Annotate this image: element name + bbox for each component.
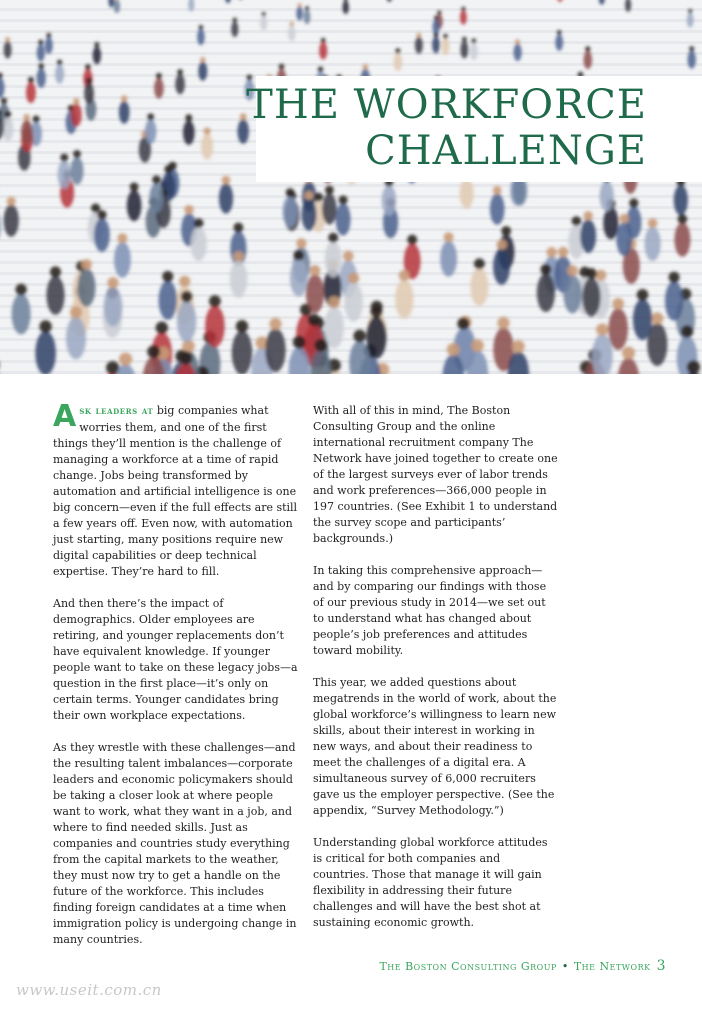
crowd-figure-head [39,320,51,332]
crowd-figure-body [231,21,238,37]
crowd-figure-head [417,33,422,38]
crowd-figure-head [688,9,692,13]
crowd-figure-head [179,276,190,287]
right-paragraph-2: In taking this comprehensive approach—and by comparing our findings with those of our previous study in 2014—we set out to understand what has changed about people’s job preferences and attitudes toward mobility. [313,564,547,657]
crowd-figure-body [366,316,386,359]
crowd-figure-head [200,57,205,62]
crowd-figure-head [407,235,417,245]
crowd-figure-body [493,248,510,285]
crowd-figure-head [73,150,81,158]
crowd-figure-body [302,199,317,231]
crowd-figure-body [470,43,478,60]
crowd-figure-body [114,0,120,13]
crowd-figure-body [296,6,303,20]
crowd-figure-body [608,308,628,350]
crowd-figure-head [46,33,51,38]
crowd-figure-head [121,95,127,101]
crowd-figure-head [4,111,11,118]
crowd-figure-body [433,19,440,34]
crowd-figure-head [651,312,663,324]
crowd-figure-head [678,214,688,224]
crowd-figure-body [625,0,631,12]
drop-cap: A [53,399,77,434]
crowd-figure-body [219,183,233,213]
crowd-figure-head [23,114,30,121]
crowd-figure-body [432,36,440,53]
crowd-figure-body [21,120,32,145]
crowd-figure-body [108,0,114,8]
crowd-figure-body [618,358,640,374]
crowd-figure-head [547,247,557,257]
crowd-figure-body [188,0,194,12]
crowd-figure-body [442,38,450,55]
crowd-figure-body [191,227,207,262]
crowd-figure-head [315,339,328,352]
crowd-figure-head [117,233,127,243]
crowd-figure-head [38,63,44,69]
crowd-figure-body [37,68,46,88]
crowd-figure-head [584,211,593,220]
crowd-figure-body [94,218,110,252]
crowd-figure-body [324,307,344,349]
crowd-figure-body [0,210,1,243]
crowd-figure-body [26,82,36,103]
crowd-figure-head [629,198,638,207]
crowd-figure-body [232,331,253,374]
crowd-figure-head [447,343,460,356]
crowd-figure-head [443,34,448,39]
crowd-figure-head [501,226,511,236]
crowd-figure-head [541,264,552,275]
crowd-figure-body [71,103,82,126]
crowd-figure-body [288,26,295,42]
crowd-figure-head [199,25,204,30]
crowd-figure-head [620,214,630,224]
crowd-figure-head [33,116,40,123]
crowd-figure-head [353,330,366,343]
crowd-figure-head [5,37,10,42]
crowd-figure-body [4,204,19,236]
crowd-figure-head [343,251,354,262]
crowd-figure-head [471,39,476,44]
crowd-figure-head [81,259,92,270]
crowd-figure-body [198,62,207,81]
crowd-figure-head [339,196,348,205]
crowd-figure-head [164,165,172,173]
crowd-figure-head [184,205,193,214]
crowd-figure-head [94,42,99,47]
crowd-figure-head [669,272,680,283]
crowd-figure-head [262,12,266,16]
crowd-figure-body [114,242,131,278]
crowd-figure-head [622,347,635,360]
crowd-figure-head [7,197,16,206]
crowd-figure-head [298,3,302,7]
crowd-figure-body [46,276,64,315]
crowd-figure-body [45,37,53,54]
crowd-figure-body [600,181,614,211]
crowd-figure-body [201,134,213,160]
crowd-figure-head [444,232,454,242]
crowd-figure-head [681,325,693,337]
crowd-figure-head [648,218,658,228]
crowd-figure-head [399,270,410,281]
crowd-figure-head [586,268,597,279]
crowd-figure-body [460,179,474,209]
crowd-figure-body [603,207,618,240]
crowd-figure-body [177,301,196,342]
crowd-figure-body [514,44,522,62]
page-title-line-2: CHALLENGE [365,128,647,174]
left-column [53,399,299,964]
crowd-figure-body [555,34,563,51]
crowd-figure-head [222,176,231,185]
crowd-figure-body [563,275,581,314]
crowd-figure-body [12,294,31,335]
crowd-figure-body [149,183,163,213]
crowd-figure-body [633,299,652,340]
crowd-figure-head [50,266,61,277]
crowd-figure-head [558,247,568,257]
crowd-figure-head [179,351,192,364]
crowd-figure-body [197,29,205,45]
crowd-figure-head [305,6,309,10]
crowd-figure-head [305,191,314,200]
left-paragraph-2: And then there’s the impact of demographics. Older employees are retiring, and younger replacements don’t have equivalent knowledge. If younger people want to take on these legacy jobs—a question in the first place—it’s only on certain terms. Younger candidates bring their own workplace expectations. [53,597,298,722]
crowd-figure-body [205,305,225,347]
crowd-figure-head [156,73,162,79]
crowd-figure-body [175,74,185,94]
crowd-figure-head [290,22,294,26]
crowd-figure-body [119,101,130,124]
crowd-figure-body [460,10,467,24]
crowd-figure-head [370,306,382,318]
crowd-figure-head [325,186,334,195]
crowd-figure-body [78,268,96,306]
crowd-figure-head [461,7,465,11]
crowd-figure-head [471,339,484,352]
crowd-figure-head [119,353,132,366]
crowd-figure-head [310,265,321,276]
crowd-figure-head [567,265,578,276]
crowd-figure-body [58,160,71,188]
crowd-figure-head [434,16,438,20]
crowd-figure-head [130,183,139,192]
crowd-figure-body [66,317,86,360]
crowd-figure-head [474,258,485,269]
crowd-figure-head [497,240,507,250]
crowd-figure-body [104,287,123,327]
crowd-figure-body [304,10,311,24]
crowd-figure-body [415,37,423,54]
crowd-figure-body [386,0,392,2]
crowd-figure-body [592,334,613,374]
footer-org-1: The Boston Consulting Group [379,960,557,973]
crowd-figure-body [382,185,396,216]
page-number: 3 [656,958,666,974]
crowd-figure-body [687,13,694,28]
crowd-figure-body [71,157,84,185]
crowd-figure-body [580,219,596,253]
crowd-figure-body [343,0,349,14]
crowd-figure-head [395,48,400,53]
crowd-illustration [0,0,702,374]
crowd-figure-body [395,279,413,318]
crowd-figure-head [60,154,68,162]
crowd-figure-body [225,0,231,3]
right-paragraph-4: Understanding global workforce attitudes is critical for both companies and countries. Those that manage it will gain flexibility in addressing their future challenges and will have the best shot at sustaining economic growth. [313,836,548,929]
crowd-figure-body [336,203,351,235]
crowd-figure-body [582,278,600,317]
crowd-figure-body [4,41,12,58]
crowd-figure-head [97,210,106,219]
crowd-figure-body [127,190,142,221]
crowd-figure-body [230,260,248,298]
crowd-figure-head [363,64,369,70]
crowd-figure-head [73,98,79,104]
left-paragraph-3: As they wrestle with these challenges—and the resulting talent imbalances—corporate leaders and economic policymakers should be taking a closer look at where people want to work, what they want in a job, and where to find needed skills. Just as companies and countries study everything from the capital markets to the weather, they must now try to get a handle on the future of the workforce. This includes finding foreign candidates at a time when immigration policy is undergoing change in many countries. [53,741,297,946]
crowd-figure-body [322,193,337,224]
crowd-figure-head [233,18,237,22]
page-footer [379,958,666,974]
crowd-figure-head [209,295,221,307]
right-paragraph-1: With all of this in mind, The Boston Consulting Group and the online international recruitment company The Network have joined together to create one of the largest surveys ever of labor trends and work preferences—366,000 people in 197 countries. (See Exhibit 1 to understand the survey scope and participants’ backgrounds.) [313,404,558,545]
crowd-figure-head [348,273,359,284]
page-title-line-1: THE WORKFORCE [246,82,647,128]
crowd-figure-head [28,77,34,83]
crowd-figure-body [93,46,101,64]
crowd-figure-head [15,284,26,295]
crowd-figure-body [394,53,403,71]
crowd-figure-head [57,60,62,65]
crowd-figure-head [493,186,502,195]
crowd-figure-head [512,340,525,353]
right-column [313,403,559,947]
crowd-figure-head [689,46,694,51]
crowd-figure-head [1,98,7,104]
crowd-figure-head [233,251,244,262]
crowd-figure-head [596,323,608,335]
crowd-figure-head [308,314,320,326]
crowd-figure-head [38,40,43,45]
crowd-figure-body [599,0,605,5]
left-paragraph-1 [53,399,299,580]
crowd-figure-head [236,320,248,332]
crowd-figure-head [194,218,204,228]
crowd-figure-body [154,78,164,99]
crowd-figure-body [145,119,156,144]
crowd-figure-body [471,268,489,306]
footer-org-2: The Network [573,960,651,973]
crowd-figure-head [147,113,154,120]
crowd-figure-head [687,360,700,373]
crowd-figure-head [107,277,118,288]
crowd-figure-head [437,11,441,15]
crowd-figure-body [260,16,267,31]
crowd-figure-head [572,216,582,226]
crowd-figure-head [162,271,173,282]
crowd-figure-head [637,289,649,301]
crowd-figure-head [70,306,82,318]
crowd-figure-body [325,241,342,277]
crowd-figure-head [0,73,3,79]
crowd-figure-head [185,114,192,121]
crowd-figure-head [279,64,285,70]
crowd-figure-head [434,32,439,37]
crowd-figure-head [612,298,624,310]
crowd-figure-body [159,281,177,320]
crowd-figure-head [269,318,281,330]
crowd-figure-body [84,83,94,104]
crowd-figure-head [328,233,338,243]
crowd-figure-body [319,42,327,59]
crowd-figure-body [584,51,593,69]
crowd-figure-head [328,296,340,308]
left-paragraph-1-text: big companies what worries them, and one of the first things they’ll mention is the challenge of managing a workforce at a time of rapid change. Jobs being transformed by automation and artificial intelligence is one big concern—even if the full effects are still a few years off. Even now, with automation just starting, many positions require new digital capabilities or deep technical expertise. They’re hard to fill. [53,404,298,578]
crowd-figure-body [537,273,555,312]
crowd-figure-head [294,250,305,261]
crowd-figure-head [585,46,590,51]
crowd-figure-body [344,282,363,322]
crowd-figure-body [616,222,632,256]
crowd-figure-head [293,336,306,349]
crowd-figure-body [0,77,5,98]
crowd-figure-head [314,193,323,202]
crowd-figure-head [318,67,324,73]
crowd-figure-body [37,44,45,62]
crowd-figure-head [557,30,562,35]
crowd-figure-head [462,37,467,42]
crowd-figure-head [321,38,326,43]
lead-in-smallcaps: sk leaders at [79,406,154,417]
crowd-figure-head [147,345,160,358]
crowd-figure-head [204,128,211,135]
watermark: www.useit.com.cn [16,981,162,999]
crowd-figure-head [247,75,253,81]
footer-separator: • [561,960,569,973]
crowd-figure-body [665,281,683,321]
crowd-figure-body [55,64,64,83]
crowd-figure-body [183,120,195,145]
crowd-figure-head [515,39,520,44]
crowd-figure-head [344,0,348,1]
crowd-figure-body [674,185,688,216]
crowd-figure-head [497,317,509,329]
crowd-figure-body [265,328,285,372]
hero-photo [0,0,702,374]
crowd-figure-head [457,318,469,330]
crowd-figure-body [0,370,4,374]
crowd-figure-head [181,291,193,303]
crowd-figure-body [490,193,505,224]
crowd-figure-head [156,322,168,334]
crowd-figure-body [688,51,696,69]
crowd-figure-head [177,69,183,75]
crowd-figure-head [595,270,606,281]
crowd-figure-body [557,0,563,2]
right-paragraph-3: This year, we added questions about megatrends in the world of work, about the global workforce’s willingness to learn new skills, about their interest in working in new ways, and about their readiness to meet the challenges of a digital era. A simultaneous survey of 6,000 recruiters gave us the employer perspective. (See the appendix, “Survey Methodology.”) [313,676,557,817]
crowd-figure-head [286,188,295,197]
crowd-figure-head [234,223,244,233]
crowd-figure-body [674,223,690,257]
crowd-figure-body [440,241,457,277]
crowd-figure-body [306,274,324,313]
crowd-figure-body [460,41,468,58]
crowd-figure-body [35,331,56,374]
crowd-figure-head [296,238,306,248]
crowd-figure-head [152,175,161,184]
crowd-figure-body [290,259,308,297]
crowd-figure-head [85,64,91,70]
crowd-figure-head [86,78,92,84]
crowd-figure-body [283,196,298,228]
crowd-figure-body [645,227,661,262]
